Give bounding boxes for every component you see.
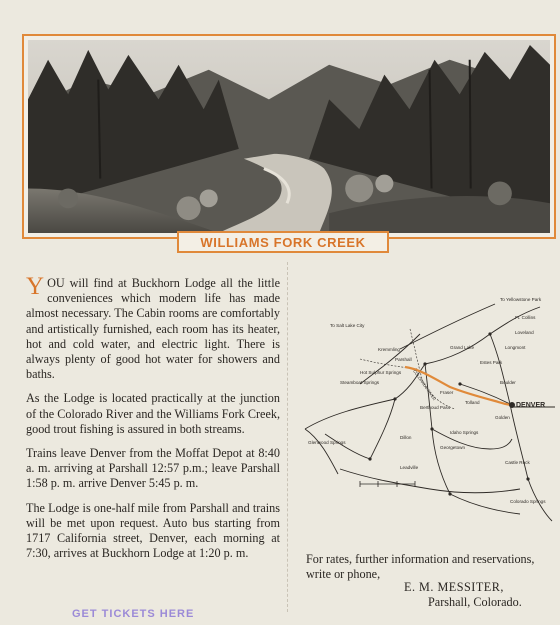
map-label-hot-sulphur: Hot Sulphur Springs [360, 370, 402, 375]
paragraph-2: As the Lodge is located practically at the junction of the Colorado River and the Williams Fork Creek, good trout fishing is assured in both streams. [26, 391, 280, 436]
creek-photo-frame [22, 34, 556, 239]
contact-name: E. M. MESSITER, [404, 580, 504, 594]
signature-block [404, 580, 554, 610]
map-label-yellowstone: To Yellowstone Park [500, 297, 542, 302]
contact-place: Parshall, Colorado. [428, 595, 522, 609]
map-label-longmont: Longmont [505, 345, 526, 350]
map-label-loveland: Loveland [515, 330, 534, 335]
route-line [405, 367, 512, 405]
map-label-denver: DENVER [516, 402, 546, 409]
map-label-idaho-springs: Idaho Springs [450, 430, 479, 435]
map-label-golden: Golden [495, 415, 510, 420]
drop-cap: Y [26, 273, 45, 300]
map-label-castle-rock: Castle Rock [505, 460, 530, 465]
map-label-parshall: Parshall [395, 357, 412, 362]
map-label-georgetown: Georgetown [440, 445, 466, 450]
paragraph-1 [26, 273, 280, 382]
map-label-fraser: Fraser [440, 390, 454, 395]
paragraph-1-text: OU will find at Buckhorn Lodge all the little conveniences which modern life has made almost necessary. The Cabin rooms are comfortably and artistically furnished, each room has its heater, hot and cold water, and electric light. There is always plenty of good hot water for showers and baths. [26, 276, 280, 382]
map-label-leadville: Leadville [400, 465, 419, 470]
ticket-stamp: GET TICKETS HERE [72, 608, 195, 620]
paragraph-4: The Lodge is one-half mile from Parshall and trains will be met upon request. Auto bus starting from 1717 California street, Denver, each morning at 7:30, arrives at Buckhorn Lodge at 1:20 p. m. [26, 500, 280, 561]
map-label-boulder: Boulder [500, 380, 516, 385]
paragraph-3: Trains leave Denver from the Moffat Depot at 8:40 a. m. arriving at Parshall 12:57 p.m.; leave Parshall 1:58 p. m. arrive Denver 5:45 p. m. [26, 446, 280, 491]
map-label-estes: Estes Park [480, 360, 503, 365]
map-label-salt-lake: To Salt Lake City [330, 323, 365, 328]
creek-photo [28, 40, 550, 233]
map-label-fort-collins: Ft. Collins [515, 315, 536, 320]
column-divider [287, 262, 288, 612]
route-map-svg [300, 289, 558, 527]
body-text [26, 273, 280, 570]
map-label-colorado-river: COLORADO RIVER [412, 368, 438, 402]
route-map [300, 289, 558, 527]
map-label-steamboat: Steamboat Springs [340, 380, 380, 385]
map-label-berthoud: Berthoud Pass [420, 405, 451, 410]
map-label-tolland: Tolland [465, 400, 480, 405]
map-label-grand-lake: Grand Lake [450, 345, 475, 350]
photo-caption-box [177, 231, 389, 253]
map-label-kremmling: Kremmling [378, 347, 400, 352]
photo-caption: WILLIAMS FORK CREEK [200, 234, 366, 250]
rates-info: For rates, further information and reservations, write or phone, [306, 552, 535, 581]
map-label-dillon: Dillon [400, 435, 412, 440]
map-label-colorado-springs: Colorado Springs [510, 499, 546, 504]
map-label-glenwood: Glenwood Springs [308, 440, 346, 445]
